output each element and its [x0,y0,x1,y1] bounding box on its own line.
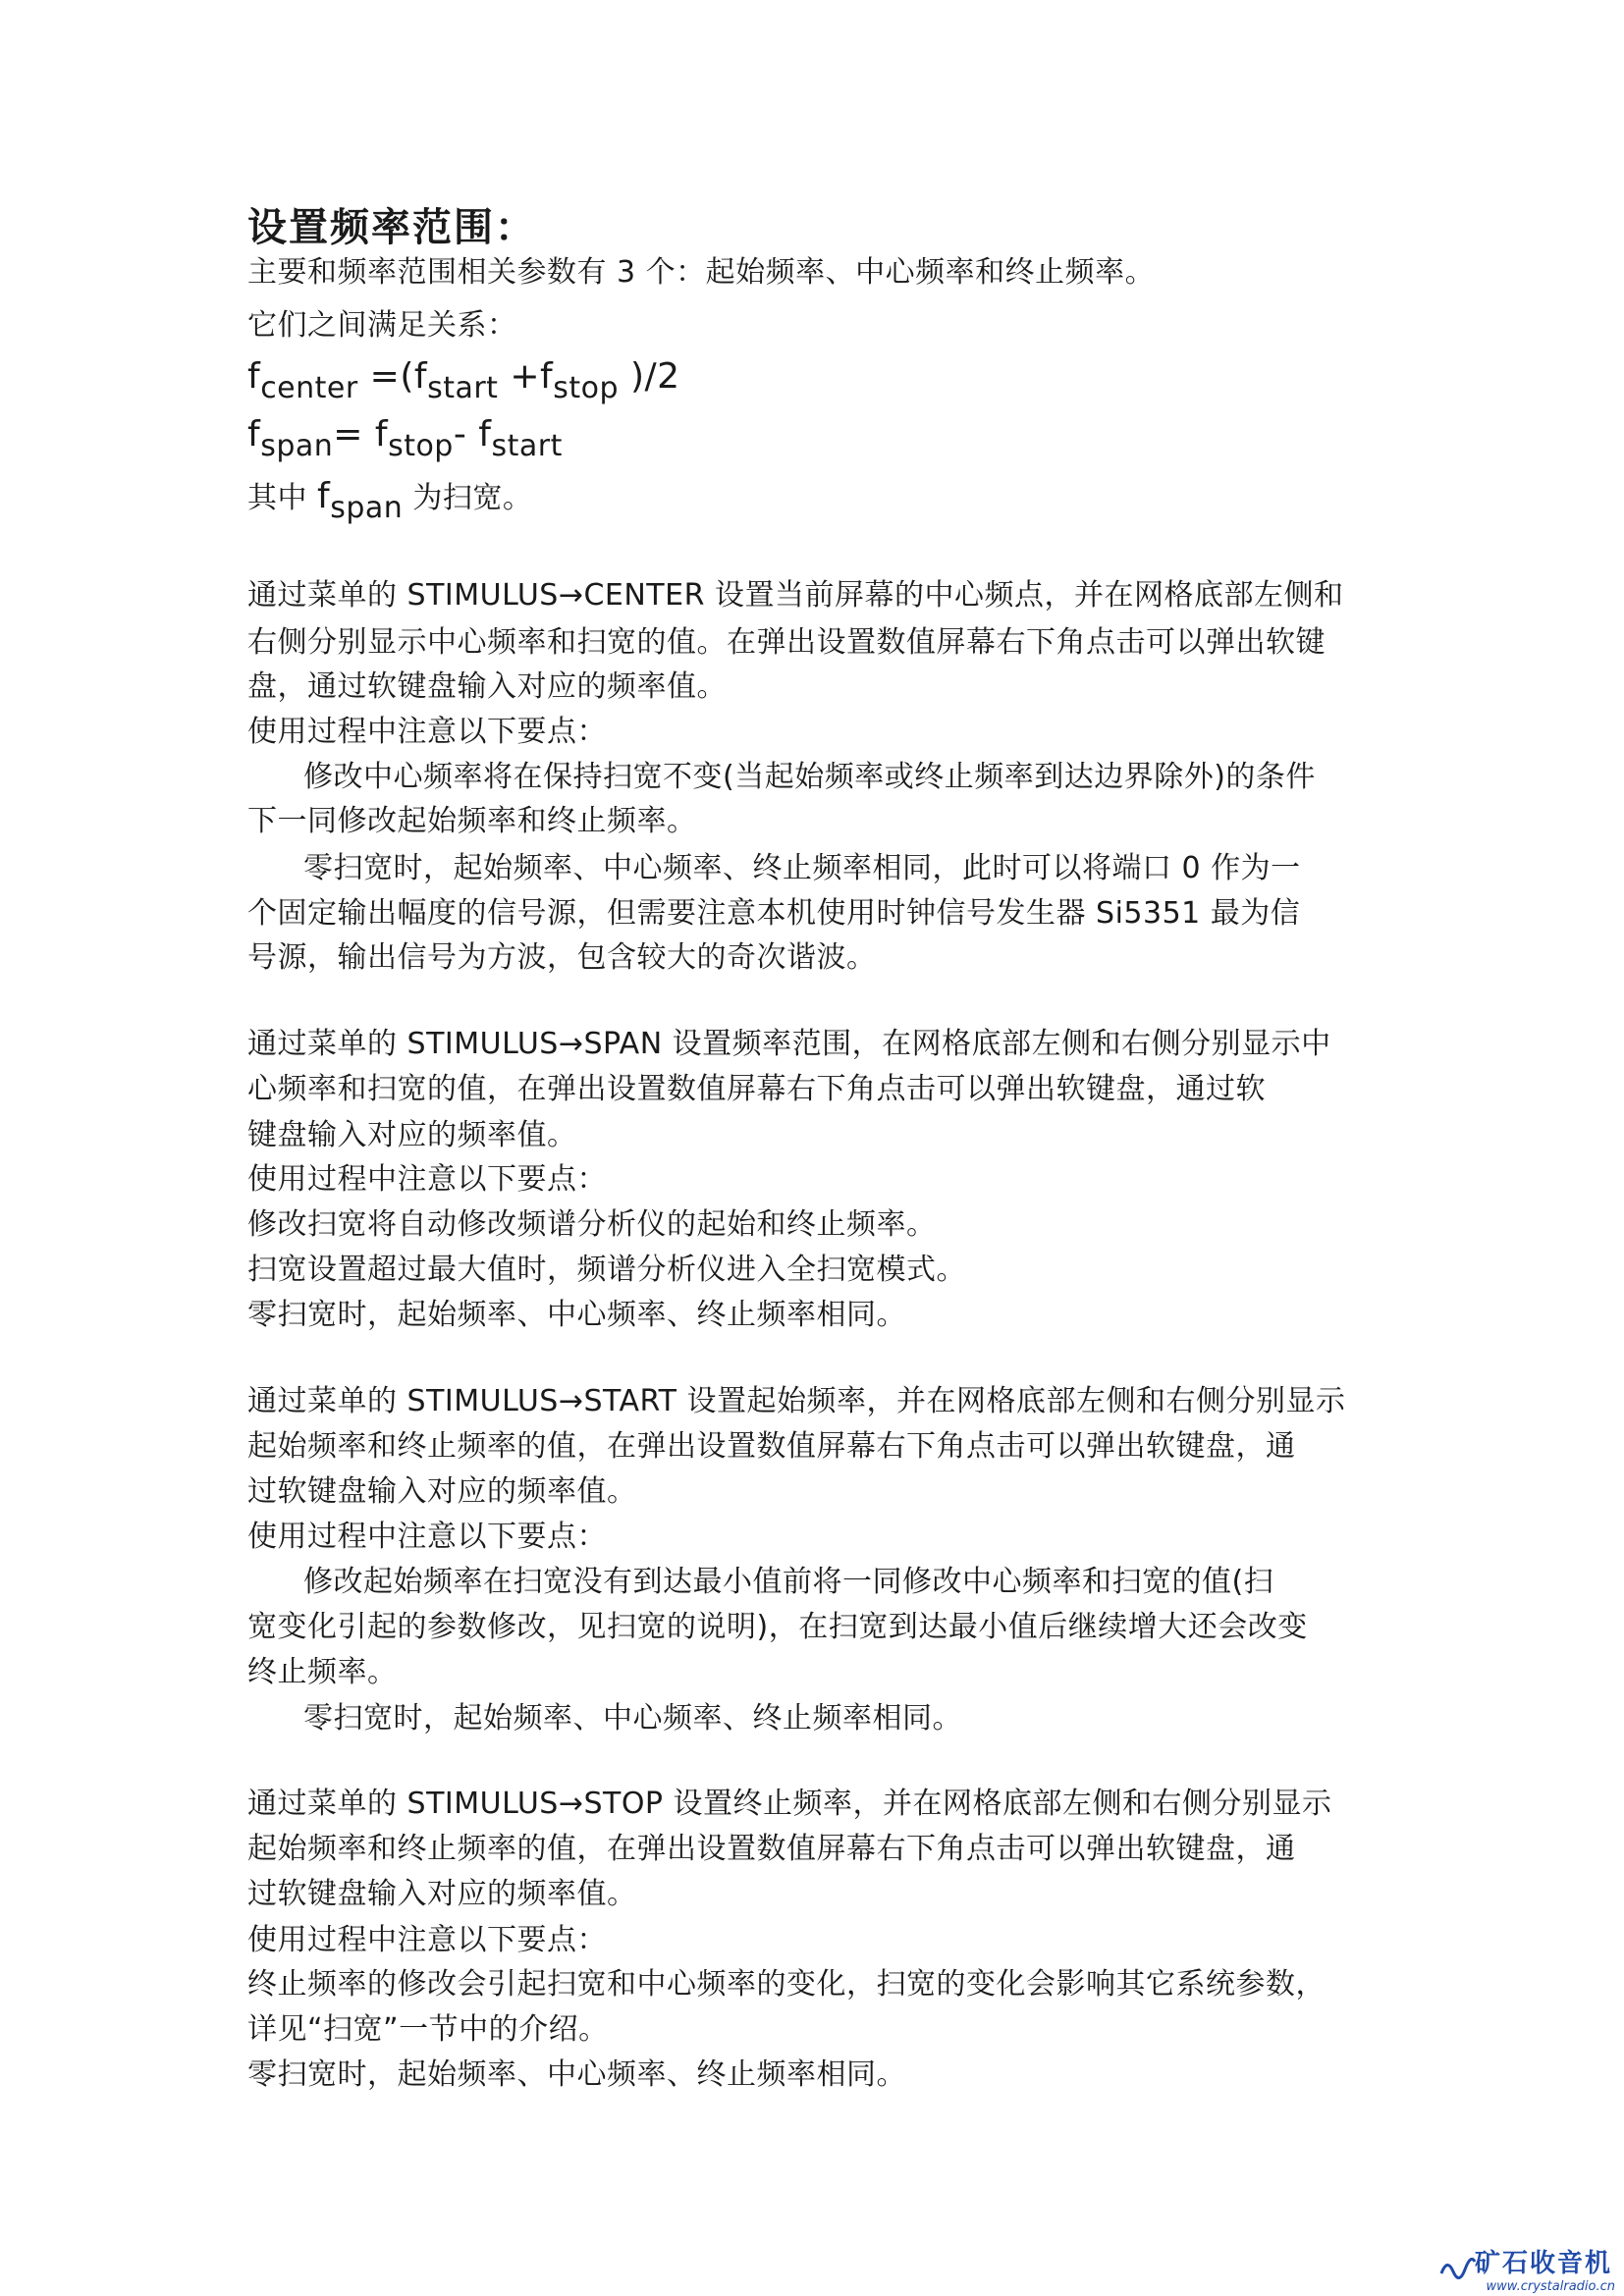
stop-note-line: 终止频率的修改会引起扫宽和中心频率的变化，扫宽的变化会影响其它系统参数， [247,1967,1326,2002]
span-note-heading: 使用过程中注意以下要点： [247,1162,607,1197]
center-note-line: 下一同修改起始频率和终止频率。 [247,804,697,838]
start-note-line: 零扫宽时，起始频率、中心频率、终止频率相同。 [303,1701,962,1735]
formula-note: 其中 fspan 为扫宽。 [247,476,533,525]
center-para-line: 通过菜单的 STIMULUS→CENTER 设置当前屏幕的中心频点，并在网格底部左侧和 [247,578,1344,613]
start-para-line: 过软键盘输入对应的频率值。 [247,1474,637,1509]
formula-center: $f_{center} =(f_{start} +f_{stop}$ )/2 [247,356,680,405]
formula-span: $f_{span}= f_{stop}-$ $f_{start}$ [247,414,563,463]
center-note-line: 号源，输出信号为方波，包含较大的奇次谐波。 [247,940,877,975]
stop-note-line: 详见“扫宽”一节中的介绍。 [247,2012,609,2047]
start-note-line: 终止频率。 [247,1655,398,1689]
stop-para-line: 过软键盘输入对应的频率值。 [247,1877,637,1911]
stop-para-line: 通过菜单的 STIMULUS→STOP 设置终止频率，并在网格底部左侧和右侧分别显示 [247,1787,1332,1821]
stop-note-line: 零扫宽时，起始频率、中心频率、终止频率相同。 [247,2057,906,2092]
center-note-line: 零扫宽时，起始频率、中心频率、终止频率相同，此时可以将端口 0 作为一 [303,851,1301,885]
start-para-line: 通过菜单的 STIMULUS→START 设置起始频率，并在网格底部左侧和右侧分别显示 [247,1384,1346,1418]
stop-note-heading: 使用过程中注意以下要点： [247,1923,607,1957]
start-note-heading: 使用过程中注意以下要点： [247,1520,607,1554]
center-para-line: 右侧分别显示中心频率和扫宽的值。在弹出设置数值屏幕右下角点击可以弹出软键 [247,625,1326,660]
intro-line: 它们之间满足关系： [247,308,517,343]
start-note-line: 修改起始频率在扫宽没有到达最小值前将一同修改中心频率和扫宽的值(扫 [303,1565,1274,1599]
section-title: 设置频率范围： [247,205,536,250]
start-para-line: 起始频率和终止频率的值，在弹出设置数值屏幕右下角点击可以弹出软键盘，通 [247,1429,1296,1464]
span-para-line: 通过菜单的 STIMULUS→SPAN 设置频率范围，在网格底部左侧和右侧分别显示中 [247,1027,1331,1061]
watermark-url: www.crystalradio.cn [1486,2279,1615,2294]
stop-para-line: 起始频率和终止频率的值，在弹出设置数值屏幕右下角点击可以弹出软键盘，通 [247,1832,1296,1866]
start-note-line: 宽变化引起的参数修改，见扫宽的说明)，在扫宽到达最小值后继续增大还会改变 [247,1610,1308,1644]
span-para-line: 键盘输入对应的频率值。 [247,1118,577,1152]
span-note-line: 修改扫宽将自动修改频谱分析仪的起始和终止频率。 [247,1207,937,1242]
intro-line: 主要和频率范围相关参数有 3 个：起始频率、中心频率和终止频率。 [247,255,1156,290]
center-note-heading: 使用过程中注意以下要点： [247,715,607,749]
watermark-brand: 矿石收音机 [1474,2249,1612,2278]
center-para-line: 盘，通过软键盘输入对应的频率值。 [247,669,727,704]
center-note-line: 修改中心频率将在保持扫宽不变(当起始频率或终止频率到达边界除外)的条件 [303,760,1316,794]
span-note-line: 零扫宽时，起始频率、中心频率、终止频率相同。 [247,1298,906,1332]
span-para-line: 心频率和扫宽的值，在弹出设置数值屏幕右下角点击可以弹出软键盘，通过软 [247,1072,1266,1106]
center-note-line: 个固定输出幅度的信号源，但需要注意本机使用时钟信号发生器 Si5351 最为信 [247,896,1301,931]
span-note-line: 扫宽设置超过最大值时，频谱分析仪进入全扫宽模式。 [247,1253,966,1287]
